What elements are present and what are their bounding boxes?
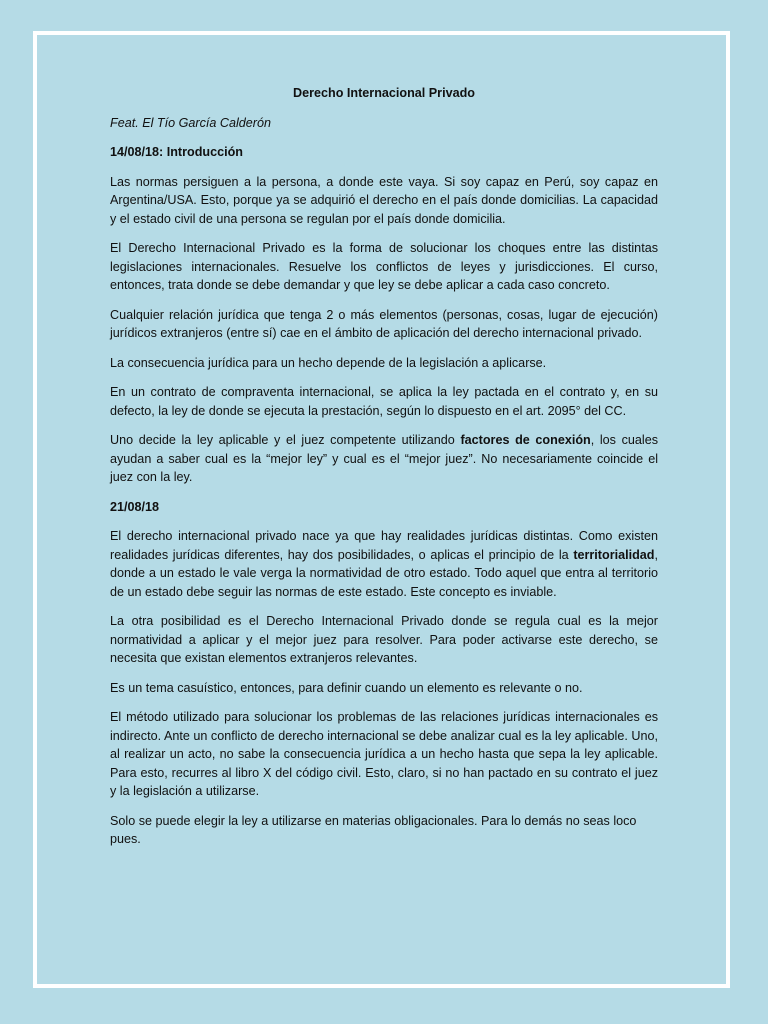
paragraph-text: , donde a un estado le vale verga la normatividad de otro estado. Todo aquel que entra al territorio de un estado debe seguir las normas de este estado. Este concepto es inviable. bbox=[110, 547, 658, 599]
paragraph: Solo se puede elegir la ley a utilizarse en materias obligacionales. Para lo demás no seas loco pues. bbox=[110, 813, 637, 846]
document-title: Derecho Internacional Privado bbox=[293, 86, 475, 100]
section-heading-introduction: 14/08/18: Introducción bbox=[110, 145, 243, 159]
paragraph: La consecuencia jurídica para un hecho depende de la legislación a aplicarse. bbox=[110, 355, 547, 370]
paragraph: Es un tema casuístico, entonces, para definir cuando un elemento es relevante o no. bbox=[110, 680, 583, 695]
paragraph: El método utilizado para solucionar los problemas de las relaciones jurídicas internacionales es indirecto. Ante un conflicto de derecho internacional se debe analizar cual es la ley aplicable. Uno, al realizar un acto, no sabe la consecuencia jurídica a un hecho hasta que sepa la ley aplicable. Para esto, recurres al libro X del código civil. Esto, claro, si no han pactado en su contrato el juez y la legislación a utilizarse. bbox=[110, 710, 658, 798]
paragraph: Cualquier relación jurídica que tenga 2 o más elementos (personas, cosas, lugar de ejecución) jurídicos extranjeros (entre sí) cae en el ámbito de aplicación del derecho internacional privado. bbox=[110, 307, 658, 340]
paragraph: En un contrato de compraventa internacional, se aplica la ley pactada en el contrato y, en su defecto, la ley de donde se ejecuta la prestación, según lo dispuesto en el art. 2095° del CC. bbox=[110, 385, 658, 418]
paragraph bbox=[110, 431, 658, 487]
document-body bbox=[110, 84, 658, 860]
paragraph: La otra posibilidad es el Derecho Internacional Privado donde se regula cual es la mejor normatividad a aplicar y el mejor juez para resolver. Para poder activarse este derecho, se necesita que existan elementos extranjeros relevantes. bbox=[110, 614, 658, 665]
paragraph: Las normas persiguen a la persona, a donde este vaya. Si soy capaz en Perú, soy capaz en Argentina/USA. Esto, porque ya se adquirió el derecho en el país donde domicilias. La capacidad y el estado civil de una persona se regulan por el país donde domicilia. bbox=[110, 174, 658, 226]
section-heading-date: 21/08/18 bbox=[110, 499, 160, 514]
paragraph-text: El derecho internacional privado nace ya que hay realidades jurídicas distintas. Como existen realidades jurídicas diferentes, hay dos posibilidades, o aplicas el principio de la bbox=[110, 529, 658, 562]
paragraph: El Derecho Internacional Privado es la forma de solucionar los choques entre las distintas legislaciones internacionales. Resuelve los conflictos de leyes y jurisdicciones. El curso, entonces, trata donde se debe demandar y que ley se debe aplicar a cada caso concreto. bbox=[110, 241, 658, 292]
paragraph bbox=[110, 527, 658, 601]
highlighted-term: territorialidad bbox=[573, 547, 655, 562]
highlighted-term: factores de conexión bbox=[460, 433, 591, 447]
document-subtitle: Feat. El Tío García Calderón bbox=[110, 115, 271, 130]
paragraph-text: , los cuales ayudan a saber cual es la “mejor ley” y cual es el “mejor juez”. No necesariamente coincide el juez con la ley. bbox=[110, 433, 658, 484]
paragraph-text: Uno decide la ley aplicable y el juez competente utilizando bbox=[110, 433, 461, 447]
